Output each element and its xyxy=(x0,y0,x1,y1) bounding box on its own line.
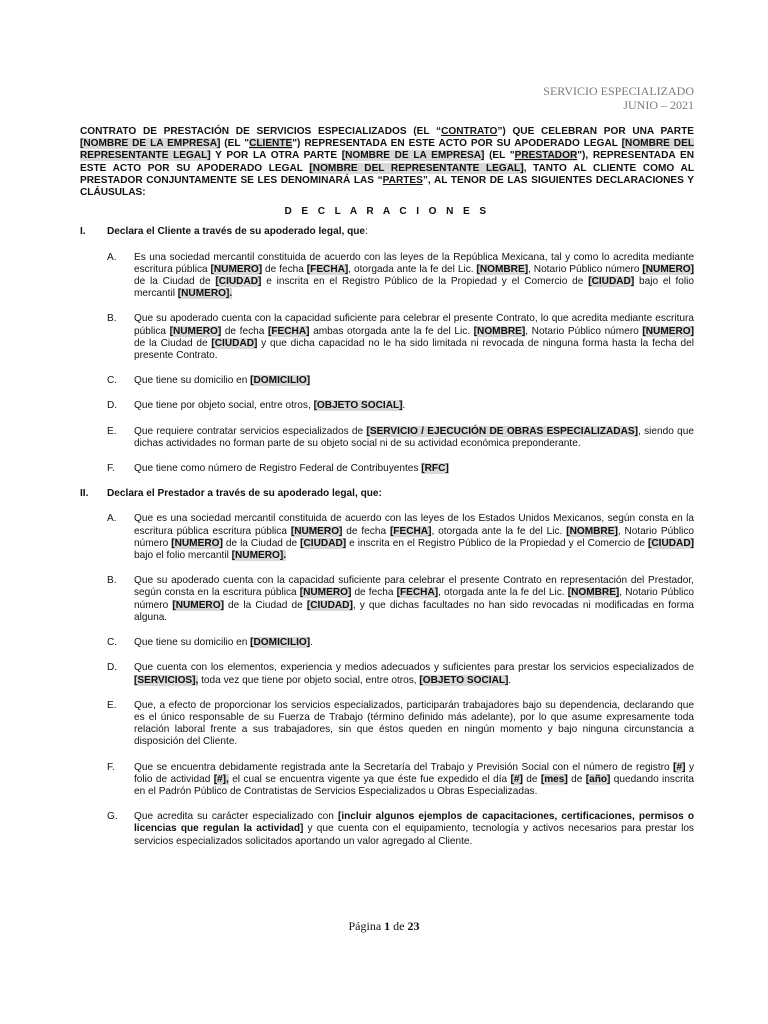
placeholder-field: [NOMBRE DE LA EMPRESA] xyxy=(341,150,485,162)
document-header xyxy=(543,84,694,112)
text-run: el cual se encuentra vigente ya que éste fue expedido el día xyxy=(228,773,511,785)
text-run: ") REPRESENTADA EN ESTE ACTO POR SU APODERADO LEGAL xyxy=(292,138,622,150)
text-run: Que tiene como número de Registro Federal de Contribuyentes xyxy=(134,463,422,475)
text-run: Que su apoderado cuenta con la capacidad suficiente para celebrar el presente Contrato en representación del Prestador, según consta en la escritura pública xyxy=(134,575,694,599)
text-run: de xyxy=(567,773,586,785)
placeholder-field: [#], xyxy=(213,773,229,785)
section-number: II. xyxy=(80,488,89,500)
contract-intro-paragraph xyxy=(80,126,694,199)
declaration-item xyxy=(107,575,694,624)
item-text xyxy=(134,252,694,301)
placeholder-field: [CIUDAD] xyxy=(215,276,262,288)
text-run: de xyxy=(522,773,541,785)
header-service-label: SERVICIO ESPECIALIZADO xyxy=(543,84,694,98)
text-run: de la Ciudad de xyxy=(223,599,307,611)
declaration-item xyxy=(107,426,694,450)
placeholder-field: [NUMERO] xyxy=(290,525,343,537)
text-run: PARTES xyxy=(382,174,423,186)
text-run: y que dicha capacidad no le ha sido limitada ni revocada de ninguna forma hasta la fecha del presente Contrato. xyxy=(134,337,695,362)
text-run: CONTRATO DE PRESTACIÓN DE SERVICIOS ESPECIALIZADOS (EL “ xyxy=(80,126,442,137)
text-run: , siendo que dichas actividades no forman parte de su objeto social ni de su actividad económica preponderante. xyxy=(134,425,694,449)
declaraciones-title: D E C L A R A C I O N E S xyxy=(284,206,490,218)
placeholder-field: [NOMBRE] xyxy=(476,263,529,275)
item-letter: A. xyxy=(107,513,117,525)
declaration-item xyxy=(107,700,694,749)
text-run: Que es una sociedad mercantil constituida de acuerdo con las leyes de los Estados Unidos Mexicanos, según consta en la escritura pública escritura pública xyxy=(134,513,694,537)
item-text xyxy=(134,375,694,387)
declaration-item xyxy=(107,811,694,848)
text-run: , otorgada ante la fe del Lic. xyxy=(431,525,567,537)
placeholder-field: [RFC] xyxy=(421,463,449,475)
placeholder-field: [NOMBRE DEL REPRESENTANTE LEGAL] xyxy=(80,138,694,162)
placeholder-field: [FECHA] xyxy=(396,587,439,599)
declaration-item xyxy=(107,313,694,362)
text-run: . xyxy=(310,637,313,649)
placeholder-field: [CIUDAD] xyxy=(588,276,635,288)
text-run: e inscrita en el Registro Público de la Propiedad y el Comercio de xyxy=(261,276,589,288)
item-letter: B. xyxy=(107,575,117,587)
item-letter: F. xyxy=(107,463,115,475)
placeholder-field: [#] xyxy=(673,761,686,773)
declarations-list xyxy=(80,226,694,847)
placeholder-field: [NUMERO] xyxy=(210,263,263,275)
item-letter: E. xyxy=(107,699,117,711)
text-run: Que acredita su carácter especializado con xyxy=(134,811,338,823)
placeholder-field: [NUMERO] xyxy=(172,599,224,611)
placeholder-field: [FECHA] xyxy=(306,263,349,275)
placeholder-field: [OBJETO SOCIAL] xyxy=(419,674,509,686)
section-title xyxy=(107,226,694,238)
footer-prefix: Página xyxy=(348,919,385,933)
text-run: Es una sociedad mercantil constituida de acuerdo con las leyes de la República Mexicana, tal y como lo acredita mediante escritura pública xyxy=(134,251,694,275)
placeholder-field: [NUMERO]. xyxy=(231,550,287,562)
item-text xyxy=(134,400,694,412)
placeholder-field: [año] xyxy=(585,773,611,785)
text-run: e inscrita en el Registro Público de la Propiedad y el Comercio de xyxy=(346,537,649,549)
text-run: , y que dichas facultades no han sido revocadas ni modificadas en forma alguna. xyxy=(134,599,694,623)
declaration-section-heading xyxy=(80,226,694,238)
declaration-item xyxy=(107,252,694,301)
text-run: (EL " xyxy=(220,138,250,150)
placeholder-field: [NOMBRE] xyxy=(567,587,620,599)
placeholder-field: [SERVICIOS], xyxy=(134,674,199,686)
text-run: y folio de actividad xyxy=(134,761,695,785)
text-run: , Notario Público número xyxy=(528,263,643,275)
text-run: de la Ciudad de xyxy=(222,537,301,549)
declaration-item xyxy=(107,463,694,475)
footer-page-number: 1 xyxy=(384,919,391,933)
text-run: ”) QUE CELEBRAN POR UNA PARTE xyxy=(497,126,694,137)
placeholder-field: [NUMERO] xyxy=(642,325,694,337)
declaration-item xyxy=(107,375,694,387)
placeholder-field: [FECHA] xyxy=(267,325,310,337)
text-run: y que cuenta con el equipamiento, tecnología y activos necesarios para prestar los servicios especializados solicitados aportando un valor agregado al Cliente. xyxy=(134,823,694,847)
item-letter: D. xyxy=(107,662,118,674)
item-letter: D. xyxy=(107,400,118,412)
text-run: Que se encuentra debidamente registrada ante la Secretaría del Trabajo y Previsión Social con el número de registro xyxy=(134,761,674,773)
item-letter: G. xyxy=(107,811,118,823)
text-run: . xyxy=(402,400,406,412)
text-run: de la Ciudad de xyxy=(134,337,212,349)
placeholder-field: [NOMBRE] xyxy=(473,325,526,337)
text-run: bajo el folio mercantil xyxy=(134,276,694,300)
declaration-item xyxy=(107,762,694,799)
page-footer xyxy=(0,920,768,932)
item-text xyxy=(134,426,694,450)
declaration-item xyxy=(107,513,694,562)
text-run: ambas otorgada ante la fe del Lic. xyxy=(309,325,474,337)
header-date: JUNIO – 2021 xyxy=(623,98,694,112)
placeholder-field: [NUMERO] xyxy=(299,587,352,599)
placeholder-field: [NUMERO] xyxy=(642,263,694,275)
placeholder-field: [NOMBRE DE LA EMPRESA] xyxy=(80,138,221,150)
placeholder-field: [FECHA] xyxy=(389,525,432,537)
placeholder-field: [DOMICILIO] xyxy=(250,375,311,387)
section-title-text: Declara el Prestador a través de su apoderado legal, que: xyxy=(107,488,382,500)
text-run: (EL " xyxy=(484,150,515,162)
placeholder-field: [CIUDAD] xyxy=(300,537,347,549)
footer-total-pages: 23 xyxy=(407,919,420,933)
text-run: Que tiene su domicilio en xyxy=(134,375,251,387)
placeholder-field: [NOMBRE] xyxy=(566,525,618,537)
document-page xyxy=(80,126,694,861)
declaration-item xyxy=(107,400,694,412)
text-run: Que requiere contratar servicios especializados de xyxy=(134,425,367,437)
text-run: . xyxy=(508,674,512,686)
item-letter: C. xyxy=(107,637,118,649)
item-letter: C. xyxy=(107,375,118,387)
text-run: de fecha xyxy=(262,263,307,275)
item-text xyxy=(134,575,694,624)
text-run: Que cuenta con los elementos, experiencia y medios adecuados y suficientes para prestar los servicios especializados de xyxy=(134,662,694,674)
text-run: de la Ciudad de xyxy=(134,276,216,288)
text-run: quedando inscrita en el Padrón Público de Contratistas de Servicios Especializados u Obras Especializadas. xyxy=(134,773,695,797)
text-run: , Notario Público número xyxy=(525,325,643,337)
item-letter: B. xyxy=(107,313,117,325)
text-run: , otorgada ante la fe del Lic. xyxy=(348,263,477,275)
placeholder-field: [#] xyxy=(510,773,523,785)
item-text xyxy=(134,513,694,562)
footer-middle: de xyxy=(390,919,408,933)
placeholder-field: PRESTADOR xyxy=(514,150,578,162)
item-text xyxy=(134,700,694,749)
section-title-text: Declara el Cliente a través de su apoderado legal, que xyxy=(107,226,366,238)
text-run: [incluir algunos ejemplos de capacitaciones, certificaciones, permisos o licencias que regulan la actividad] xyxy=(134,811,695,835)
item-text xyxy=(134,463,694,475)
section-title-suffix: : xyxy=(365,226,368,238)
item-text xyxy=(134,811,694,848)
section-number: I. xyxy=(80,226,86,238)
declaration-item xyxy=(107,637,694,649)
placeholder-field: [NUMERO] xyxy=(171,537,223,549)
text-run: , otorgada ante la fe del Lic. xyxy=(438,587,568,599)
text-run: de fecha xyxy=(342,525,390,537)
item-letter: F. xyxy=(107,761,115,773)
text-run: ”, AL TENOR DE LAS SIGUIENTES DECLARACIONES Y CLÁUSULAS: xyxy=(80,174,694,199)
text-run: , Notario Público número xyxy=(134,525,694,549)
declaration-item xyxy=(107,662,694,686)
text-run: , Notario Público número xyxy=(134,587,694,611)
text-run: de fecha xyxy=(351,587,397,599)
item-letter: E. xyxy=(107,425,117,437)
text-run: toda vez que tiene por objeto social, entre otros, xyxy=(198,674,420,686)
placeholder-field: [SERVICIO / EJECUCIÓN DE OBRAS ESPECIALIZADAS] xyxy=(366,425,638,437)
placeholder-field: [CIUDAD] xyxy=(306,599,353,611)
item-text xyxy=(134,313,694,362)
placeholder-field: [CIUDAD] xyxy=(648,537,694,549)
text-run: CONTRATO xyxy=(441,126,498,137)
item-text xyxy=(134,637,694,649)
text-run: Que tiene por objeto social, entre otros, xyxy=(134,400,314,412)
section-title xyxy=(107,488,694,500)
placeholder-field: [NOMBRE DEL REPRESENTANTE LEGAL] xyxy=(309,162,524,174)
placeholder-field: [OBJETO SOCIAL] xyxy=(313,400,403,412)
item-text xyxy=(134,662,694,686)
text-run: , TANTO AL CLIENTE COMO AL PRESTADOR CONJUNTAMENTE SE LES DENOMINARÁ LAS “ xyxy=(80,162,694,186)
item-text xyxy=(134,762,694,799)
text-run: Que, a efecto de proporcionar los servicios especializados, participarán trabajadores bajo su dependencia, declarando que es el único responsable de su Fuerza de Trabajo (término definido más adelante), por lo que asume expresamente toda relación laboral frente a sus trabajadores, sin que éstos queden en ningún momento y bajo ninguna circunstancia a disposición del Cliente. xyxy=(134,699,694,748)
text-run: Y POR LA OTRA PARTE xyxy=(210,150,342,162)
text-run: Que tiene su domicilio en xyxy=(134,637,251,649)
placeholder-field: [NUMERO]. xyxy=(177,288,233,300)
placeholder-field: [NUMERO] xyxy=(169,325,222,337)
text-run: bajo el folio mercantil xyxy=(134,550,232,562)
placeholder-field: [CIUDAD] xyxy=(211,337,258,349)
declaration-section-heading xyxy=(80,488,694,500)
placeholder-field: CLIENTE xyxy=(249,138,293,150)
text-run: Que su apoderado cuenta con la capacidad suficiente para celebrar el presente Contrato, lo que acredita mediante escritura pública xyxy=(134,313,694,337)
placeholder-field: [mes] xyxy=(540,773,568,785)
placeholder-field: [DOMICILIO] xyxy=(250,637,311,649)
item-letter: A. xyxy=(107,251,117,263)
text-run: "), REPRESENTADA EN ESTE ACTO POR SU APODERADO LEGAL xyxy=(80,150,695,174)
text-run: de fecha xyxy=(221,325,268,337)
